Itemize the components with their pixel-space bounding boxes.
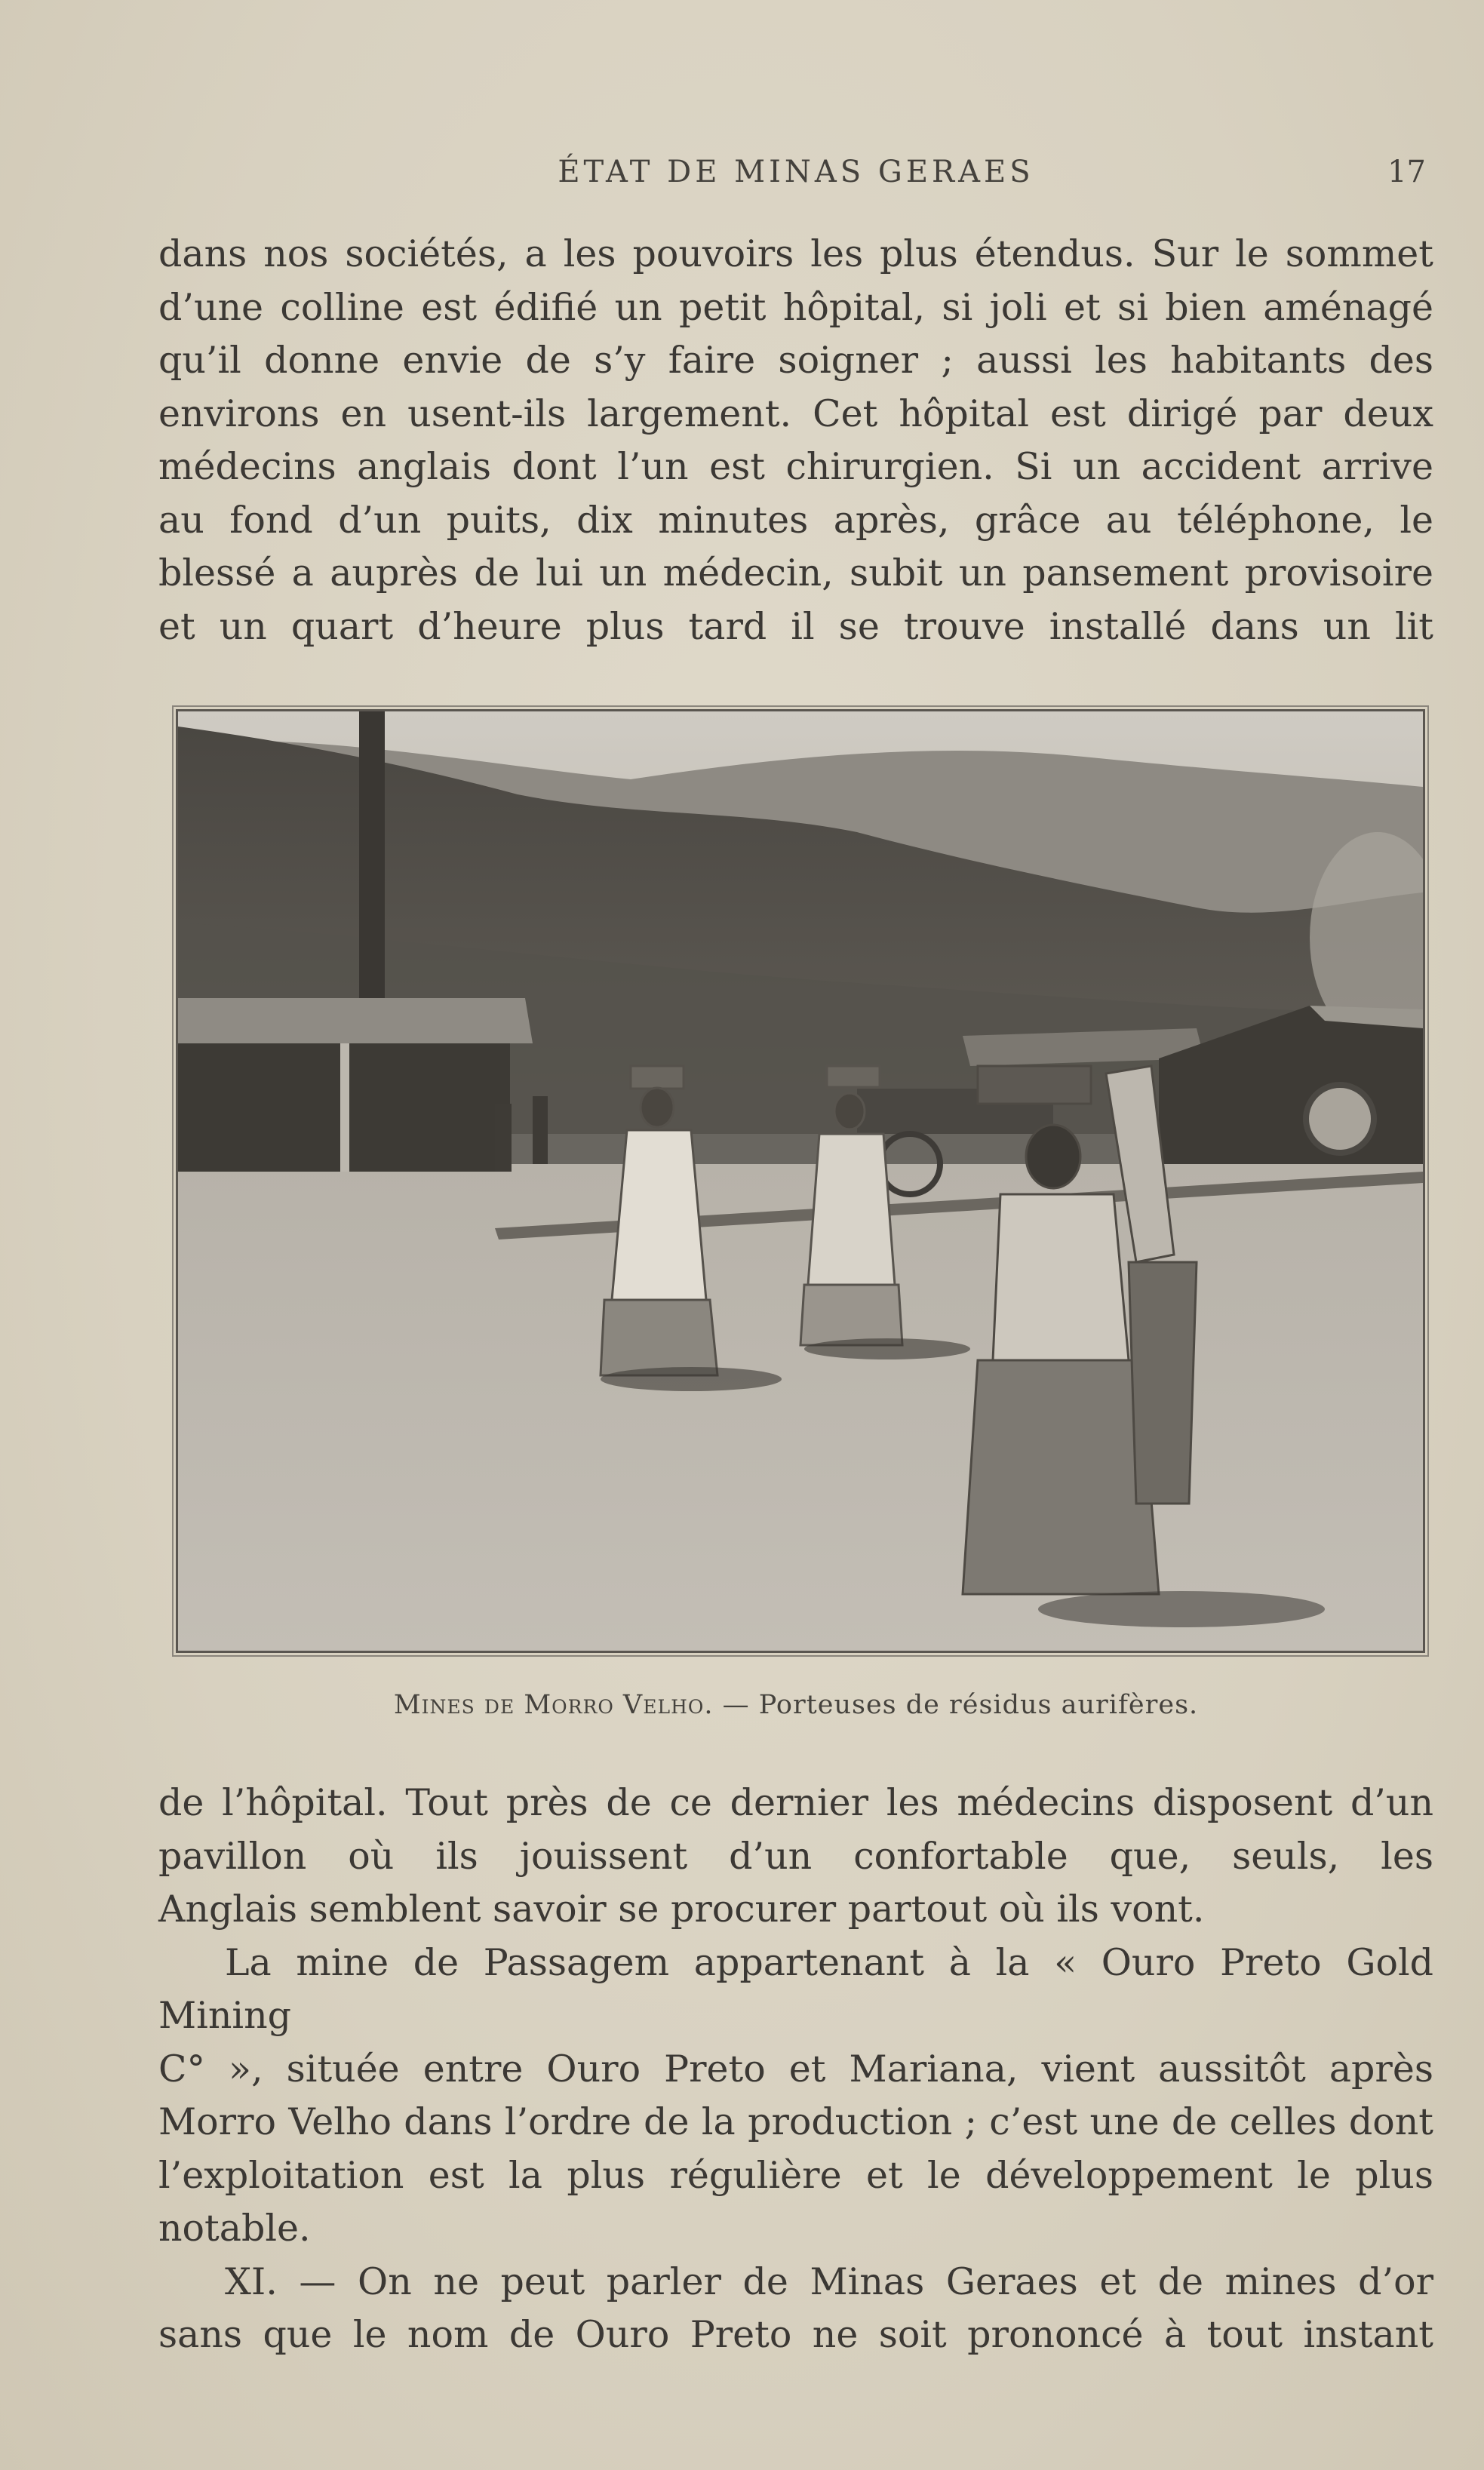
text-line: dans nos sociétés, a les pouvoirs les plus étendus. Sur le sommet [158,232,1433,275]
paragraph-bottom [158,1777,1433,2362]
text-line: médecins anglais dont l’un est chirurgien. Si un accident arrive [158,445,1433,488]
text-line: au fond d’un puits, dix minutes après, grâce au téléphone, le [158,498,1433,542]
text-line: sans que le nom de Ouro Preto ne soit prononcé à tout instant [158,2313,1433,2356]
text-line: La mine de Passagem appartenant à la « Ouro Preto Gold Mining [158,1940,1433,2037]
page-header [158,155,1433,200]
text-line: d’une colline est édifié un petit hôpital, si joli et si bien aménagé [158,285,1433,329]
text-line: C° », située entre Ouro Preto et Mariana, vient aussitôt après [158,2047,1433,2091]
figure-caption [158,1690,1433,1720]
running-title: ÉTAT DE MINAS GERAES [558,155,1034,189]
paragraph-top [158,228,1433,653]
text-line: l’exploitation est la plus régulière et le développement le plus [158,2153,1433,2197]
photograph [176,709,1425,1653]
text-line: Morro Velho dans l’ordre de la production ; c’est une de celles dont [158,2100,1433,2143]
photograph-illustration [178,711,1423,1651]
text-line: qu’il donne envie de s’y faire soigner ; aussi les habitants des [158,339,1433,382]
text-line: blessé a auprès de lui un médecin, subit un pansement provisoire [158,551,1433,594]
page-number: 17 [1387,155,1426,189]
text-line: XI. — On ne peut parler de Minas Geraes et de mines d’or [225,2260,1433,2303]
text-line: notable. [158,2207,311,2250]
text-line: et un quart d’heure plus tard il se trouve installé dans un lit [158,604,1433,648]
caption-place: Mines de Morro Velho. [393,1690,714,1720]
caption-text: — Porteuses de résidus aurifères. [713,1690,1199,1720]
text-line: environs en usent-ils largement. Cet hôpital est dirigé par deux [158,392,1433,435]
text-line: Anglais semblent savoir se procurer partout où ils vont. [158,1888,1205,1931]
text-line: de l’hôpital. Tout près de ce dernier les médecins disposent d’un [158,1781,1433,1824]
text-line: pavillon où ils jouissent d’un confortable que, seuls, les [158,1834,1433,1878]
